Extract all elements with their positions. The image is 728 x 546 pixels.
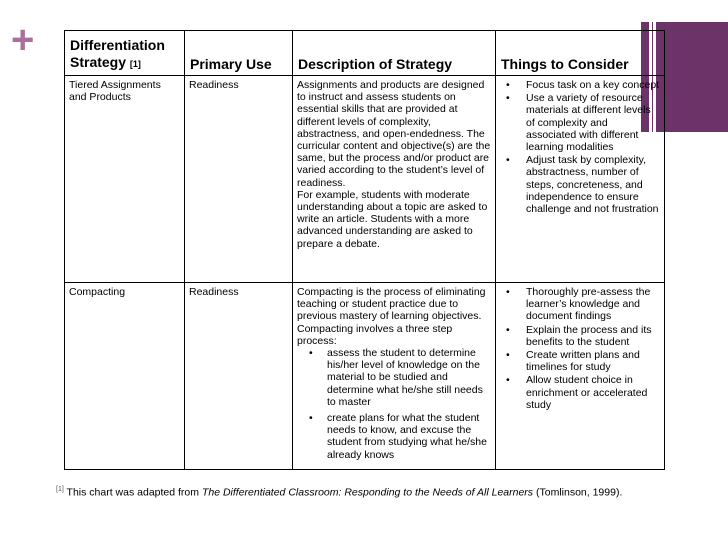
- header-primary-use: Primary Use: [185, 31, 293, 76]
- cell-strategy: Compacting: [65, 283, 185, 470]
- cell-description: [293, 283, 496, 470]
- list-item: • Allow student choice in enrichment or accelerated study: [500, 374, 660, 411]
- list-item: • Adjust task by complexity, abstractness, number of steps, concreteness, and independence to ensure challenge and not frustration: [500, 154, 660, 215]
- cell-things-to-consider: [496, 76, 665, 283]
- header-strategy-ref[interactable]: [1]: [129, 59, 141, 69]
- table-header-row: [65, 31, 665, 76]
- decorative-block: [656, 22, 728, 132]
- footnote-source-title: The Differentiated Classroom: Responding to the Needs of All Learners: [201, 486, 534, 499]
- cell-things-to-consider: [496, 283, 665, 470]
- table-row: [65, 283, 665, 470]
- table-row: [65, 76, 665, 283]
- list-item: • assess the student to determine his/her level of knowledge on the material to be studied and determine what he/she still needs to master: [305, 347, 491, 408]
- description-example: For example, students with moderate understanding about a topic are asked to write an article. Students with a more advanced understanding are asked to prepare a debate.: [297, 188, 488, 250]
- list-item: • Create written plans and timelines for study: [500, 349, 660, 373]
- list-item: • create plans for what the student needs to know, and excuse the student from studying what he/she already knows: [305, 412, 491, 461]
- things-list: [500, 286, 660, 411]
- header-things-to-consider: Things to Consider: [496, 31, 665, 76]
- cell-strategy: Tiered Assignments and Products: [65, 76, 185, 283]
- process-steps-list: [297, 347, 491, 461]
- strategy-table: [64, 30, 665, 470]
- list-item: • Explain the process and its benefits to the student: [500, 324, 660, 348]
- list-item: • Thoroughly pre-assess the learner’s knowledge and document findings: [500, 286, 660, 323]
- things-list: [500, 79, 660, 215]
- slide-plus-mark: +: [11, 18, 35, 62]
- list-item: • Use a variety of resource materials at different levels of complexity and associated with different learning modalities: [500, 92, 660, 153]
- footnote-marker[interactable]: [1]: [56, 486, 64, 493]
- description-text: Compacting is the process of eliminating teaching or student practice due to previous mastery of learning objectives. Compacting involves a three step process:: [297, 286, 486, 347]
- footnote: [56, 483, 716, 500]
- list-item: • Focus task on a key concept: [500, 79, 660, 91]
- cell-description: [293, 76, 496, 283]
- footnote-prefix: This chart was adapted from: [66, 486, 200, 499]
- header-strategy: [65, 31, 185, 76]
- cell-primary-use: Readiness: [185, 76, 293, 283]
- header-description: Description of Strategy: [293, 31, 496, 76]
- footnote-suffix: (Tomlinson, 1999).: [535, 486, 623, 499]
- cell-primary-use: Readiness: [185, 283, 293, 470]
- header-strategy-label: Differentiation Strategy: [70, 37, 165, 70]
- description-text: Assignments and products are designed to instruct and assess students on essential skills that are provided at different levels of complexity, abstractness, and open-endedness. The curricular content and objective(s) are the same, but the process and/or product are varied according to the student’s level of readiness.: [297, 79, 491, 189]
